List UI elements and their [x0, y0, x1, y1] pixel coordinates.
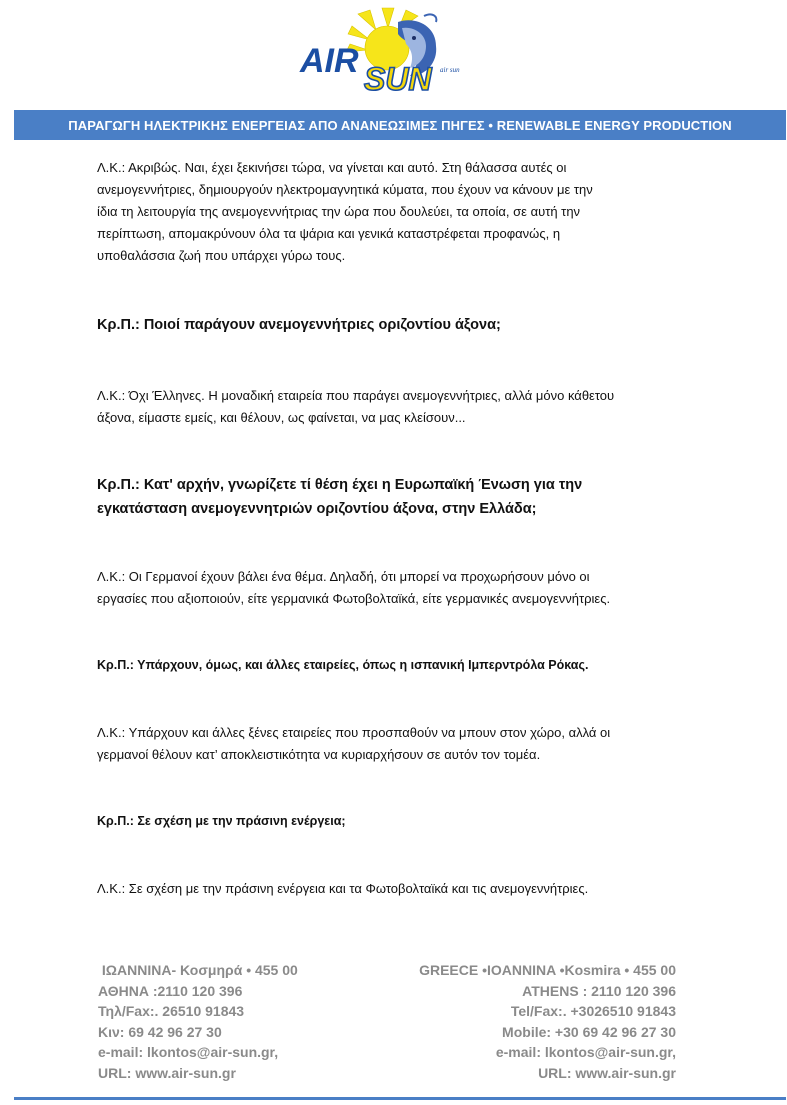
text-line: εγκατάσταση ανεμογεννητριών οριζοντίου άξονα, στην Ελλάδα; — [97, 501, 537, 517]
text-line: άξονα, είμαστε εμείς, και θέλουν, ως φαίνεται, να μας κλείσουν... — [97, 410, 466, 425]
text-line: υποθαλάσσια ζωή που υπάρχει γύρω τους. — [97, 248, 346, 263]
footer-line: Mobile: +30 69 42 96 27 30 — [502, 1023, 676, 1040]
footer-line: GREECE •IOANNINA •Kosmira • 455 00 — [419, 962, 676, 978]
logo-tagline: air sun — [440, 66, 460, 74]
answer-paragraph-5: Λ.Κ.: Σε σχέση με την πράσινη ενέργεια και τα Φωτοβολταϊκά και τις ανεμογεννήτριες. — [97, 881, 589, 896]
footer-line: Τηλ/Fax:. 26510 91843 — [98, 1003, 245, 1019]
text-line: γερμανοί θέλουν κατ’ αποκλειστικότητα να κυριαρχήσουν σε αυτόν τον τομέα. — [97, 747, 541, 762]
answer-paragraph-4 — [97, 722, 697, 766]
text-line: Λ.Κ.: Υπάρχουν και άλλες ξένες εταιρείες που προσπαθούν να μπουν στον χώρο, αλλά οι — [97, 725, 611, 740]
footer-line: Tel/Fax:. +3026510 91843 — [510, 1003, 676, 1019]
text-line: ίδια τη λειτουργία της ανεμογεννήτριας την ώρα που δουλεύει, τα οποία, σε αυτή την — [97, 204, 581, 219]
footer-contact-greek — [98, 960, 378, 1083]
header-banner — [14, 110, 786, 140]
footer-contact-english — [376, 960, 676, 1083]
footer-email[interactable]: e-mail: lkontos@air-sun.gr, — [98, 1044, 279, 1060]
interview-content — [97, 157, 697, 900]
footer-line: ΑΘΗΝΑ :2110 120 396 — [98, 982, 243, 999]
text-line: Λ.Κ.: Ακριβώς. Ναι, έχει ξεκινήσει τώρα, να γίνεται και αυτό. Στη θάλασσα αυτές οι — [97, 160, 567, 175]
text-line: περίπτωση, απομακρύνουν όλα τα ψάρια και γενικά καταστρέφεται προφανώς, η — [97, 226, 561, 241]
question-3: Κρ.Π.: Υπάρχουν, όμως, και άλλες εταιρείες, όπως η ισπανική Ιμπερντρόλα Ρόκας. — [97, 658, 589, 672]
footer-line: Κιν: 69 42 96 27 30 — [98, 1023, 222, 1040]
text-line: εργασίες που αξιοποιούν, είτε γερμανικά Φωτοβολταϊκά, είτε γερμανικές ανεμογεννήτριες. — [97, 591, 611, 606]
footer-url[interactable]: URL: www.air-sun.gr — [538, 1064, 676, 1081]
logo-sun-text: SUN — [364, 61, 432, 97]
text-line: Λ.Κ.: Όχι Έλληνες. Η μοναδική εταιρεία που παράγει ανεμογεννήτριες, αλλά μόνο κάθετου — [97, 388, 615, 403]
question-4: Κρ.Π.: Σε σχέση με την πράσινη ενέργεια; — [97, 814, 346, 828]
answer-paragraph-2 — [97, 385, 697, 429]
text-line: ανεμογεννήτριες, δημιουργούν ηλεκτρομαγνητικά κύματα, που έχουν να κάνουν με την — [97, 182, 593, 197]
logo-air-text: AIR — [300, 42, 359, 80]
footer-line: ΙΩΑΝΝΙΝΑ- Κοσμηρά • 455 00 — [98, 962, 298, 978]
text-line: Κρ.Π.: Κατ' αρχήν, γνωρίζετε τί θέση έχει η Ευρωπαϊκή Ένωση για την — [97, 477, 583, 493]
banner-text: ΠΑΡΑΓΩΓΗ ΗΛΕΚΤΡΙΚΗΣ ΕΝΕΡΓΕΙΑΣ ΑΠΟ ΑΝΑΝΕΩΣΙΜΕΣ ΠΗΓΕΣ • RENEWABLE ENERGY PRODUCTION — [68, 117, 732, 133]
footer-divider — [14, 1097, 786, 1100]
answer-paragraph-3 — [97, 566, 697, 610]
question-1: Κρ.Π.: Ποιοί παράγουν ανεμογεννήτριες οριζοντίου άξονα; — [97, 317, 501, 333]
air-sun-logo — [286, 6, 486, 98]
footer-email[interactable]: e-mail: lkontos@air-sun.gr, — [495, 1044, 676, 1060]
text-line: Λ.Κ.: Οι Γερμανοί έχουν βάλει ένα θέμα. Δηλαδή, ότι μπορεί να προχωρήσουν μόνο οι — [97, 569, 590, 584]
question-2 — [97, 473, 697, 521]
answer-paragraph-1 — [97, 157, 697, 267]
footer-url[interactable]: URL: www.air-sun.gr — [98, 1064, 236, 1081]
footer-line: ATHENS : 2110 120 396 — [522, 982, 676, 999]
